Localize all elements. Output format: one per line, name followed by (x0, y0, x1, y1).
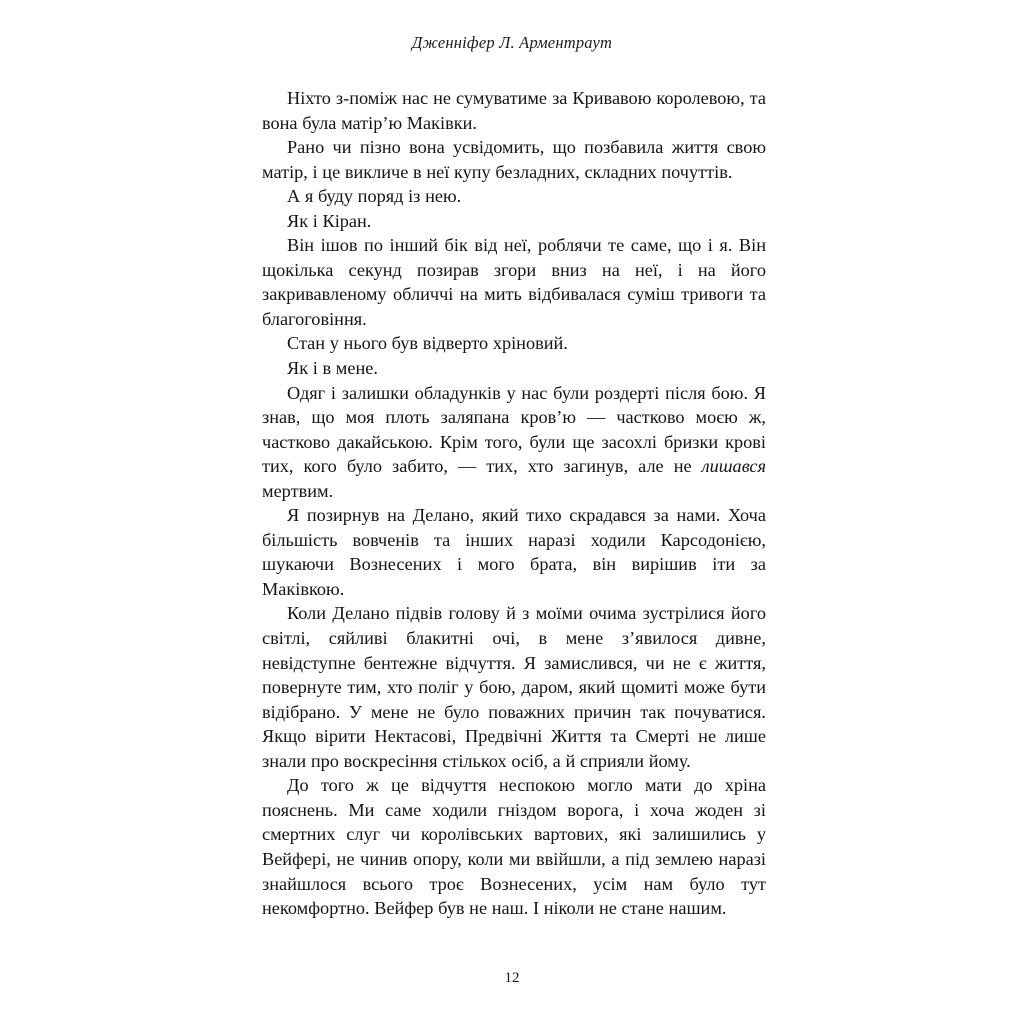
paragraph: Я позирнув на Делано, який тихо скрадався за нами. Хоча більшість вовченів та інших наразі ходили Карсодонією, шукаючи Вознесених і мого брата, він вирішив іти за Маківкою. (262, 505, 766, 599)
paragraph: Як і Кіран. (287, 210, 372, 231)
paragraph-text-segment: Одяг і залишки обладунків у нас були роздерті після бою. Я знав, що моя плоть заляпана кров’ю — частково моєю ж, частково дакайською. Крім того, були ще засохлі бризки крові тих, кого було забито, — тих, хто загинув, але не (262, 382, 766, 477)
paragraph: Ніхто з-поміж нас не сумуватиме за Кривавою королевою, та вона була матір’ю Маківки. (262, 88, 766, 133)
paragraph: Стан у нього був відверто хріновий. (287, 333, 568, 354)
paragraph: Рано чи пізно вона усвідомить, що позбавила життя свою матір, і це викличе в неї купу безладних, складних почуттів. (262, 137, 766, 182)
page-number: 12 (504, 970, 520, 986)
emphasized-word: лишався (701, 456, 766, 477)
paragraph-with-emphasis (262, 381, 766, 504)
paragraph: Коли Делано підвів голову й з моїми очима зустрілися його світлі, сяйливі блакитні очі, в мене з’явилося дивне, невідступне бентежне відчуття. Я замислився, чи не є життя, повернуте тим, хто поліг у бою, даром, який щомиті може бути відібрано. У мене не було поважних причин так почуватися. Якщо вірити Нектасові, Предвічні Життя та Смерті не лише знали про воскресіння стількох осіб, а й сприяли йому. (262, 603, 766, 771)
running-head: Дженніфер Л. Арментраут (411, 33, 613, 52)
paragraph: А я буду поряд із нею. (287, 186, 462, 207)
body-text-block (262, 86, 766, 921)
paragraph-text-segment: мертвим. (262, 480, 334, 501)
paragraph: Як і в мене. (287, 358, 378, 379)
paragraph: До того ж це відчуття неспокою могло мати до хріна пояснень. Ми саме ходили гніздом ворога, і хоча жоден зі смертних слуг чи королівських вартових, які залишились у Вейфері, не чинив опору, коли ми ввійшли, а під землею наразі знайшлося всього троє Вознесених, усім нам було тут некомфортно. Вейфер був не наш. І ніколи не стане нашим. (262, 775, 766, 919)
paragraph: Він ішов по інший бік від неї, роблячи те саме, що і я. Він щокілька секунд позирав згори вниз на неї, і на його закривавленому обличчі на мить відбивалася суміш тривоги та благоговіння. (262, 235, 766, 329)
